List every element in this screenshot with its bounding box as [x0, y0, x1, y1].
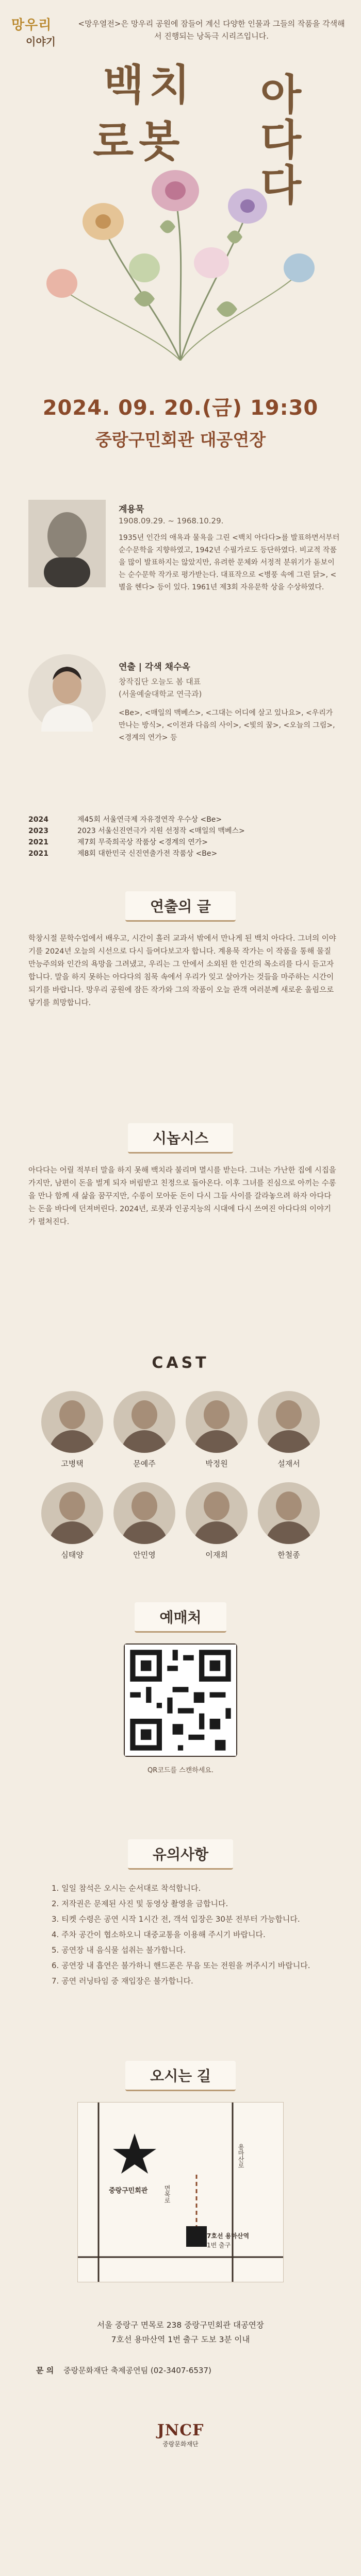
cast-grid: [41, 1391, 330, 1560]
footer-logo: [152, 2421, 209, 2448]
intro-text: <망우열전>은 망우리 공원에 잠들어 계신 다양한 인물과 그들의 작품을 각색해서 진행되는 낭독극 시리즈입니다.: [78, 19, 345, 41]
history-year: 2023: [28, 827, 48, 835]
director-block: [28, 654, 338, 799]
map-label-station: 7호선 용마산역: [207, 2232, 250, 2240]
synopsis-heading-wrap: [0, 1123, 361, 1154]
director-role: 창작집단 오늘도 봄 대표: [119, 677, 201, 686]
cast-name: 설재서: [277, 1459, 300, 1468]
cast-photo: [41, 1391, 103, 1453]
title-baekchi: 백치: [103, 60, 195, 110]
cast-heading: CAST: [152, 1354, 209, 1372]
cast-photo: [41, 1482, 103, 1544]
notice-item: 7. 공연 러닝타임 중 재입장은 불가합니다.: [52, 1976, 193, 1986]
cast-photo: [186, 1391, 248, 1453]
qr-code-icon: [125, 1645, 236, 1756]
performance-date: 2024. 09. 20.(금) 19:30: [42, 396, 319, 420]
cast-card: [113, 1482, 175, 1560]
cast-card: [113, 1391, 175, 1469]
inquiry-line: [36, 2365, 325, 2376]
footer-org: 중랑문화재단: [162, 2441, 199, 2448]
inquiry-label: 문 의: [36, 2366, 54, 2375]
notice-item: 1. 일일 참석은 오시는 순서대로 착석합니다.: [52, 1884, 201, 1893]
address-text: 서울 중랑구 면목로 238 중랑구민회관 대공연장: [97, 2320, 264, 2330]
author-name: 계용묵: [119, 504, 144, 515]
title-robot: 로봇: [93, 117, 185, 166]
people-section: [0, 484, 361, 876]
about-text: 학창시절 문학수업에서 배우고, 시간이 흘러 교과서 밖에서 만나게 된 백치 아다다. 그녀의 이야기를 2024년 오늘의 시선으로 다시 들여다보고자 합니다. 계용묵 작가는 이 작품을 통해 물질만능주의와 인간의 욕망을 그려냈고, 우리는 그 안에서 소외된 한 인간의 목소리를 다시 듣고자 합니다. 말을 하지 못하는 아다다의 침묵 속에서 우리가 잊고 살아가는 것들을 마주하는 시간이 되기를 바랍니다. 망우리 공원에 잠든 작가와 그의 작품이 오늘 관객 여러분께 새로운 울림으로 닿기를 희망합니다.: [28, 935, 336, 1007]
history-row: [28, 837, 338, 848]
history-row: [28, 848, 338, 859]
qr-code[interactable]: [124, 1643, 237, 1757]
footer-mark: JNCF: [157, 2421, 204, 2439]
cast-card: [41, 1391, 103, 1469]
title-adada: 아다다: [253, 72, 302, 208]
notice-item: 5. 공연장 내 음식물 섭취는 불가합니다.: [52, 1945, 186, 1955]
notice-item: 3. 티켓 수령은 공연 시작 1시간 전, 객석 입장은 30분 전부터 가능합니다.: [52, 1914, 300, 1924]
cast-heading-wrap: [0, 1350, 361, 1376]
history-year: 2021: [28, 850, 48, 858]
cast-name: 고병택: [61, 1459, 84, 1468]
synopsis-text: 아다다는 어릴 적부터 말을 하지 못해 백치라 불리며 멸시를 받는다. 그녀는 가난한 집에 시집을 가지만, 남편이 돈을 벌게 되자 버림받고 친정으로 돌아온다. 이후 그녀를 진심으로 아끼는 수롱을 만나 함께 새 삶을 꿈꾸지만, 수롱이 모아둔 돈이 다시 그들 사이를 갈라놓으려 하자 아다다는 돈을 바다에 던져버린다. 2024년, 로봇과 인공지능의 시대에 다시 쓰여진 아다다의 이야기가 펼쳐진다.: [28, 1166, 336, 1226]
author-portrait: [28, 500, 106, 587]
cast-card: [186, 1391, 248, 1469]
cast-card: [258, 1482, 320, 1560]
history-year: 2021: [28, 838, 48, 846]
cast-photo: [186, 1482, 248, 1544]
history-row: [28, 825, 338, 837]
cast-card: [41, 1482, 103, 1560]
hero-section: [0, 0, 361, 484]
cast-photo: [258, 1391, 320, 1453]
notice-item: 2. 저작권은 문제된 사진 및 동영상 촬영을 금합니다.: [52, 1899, 228, 1908]
history-year: 2024: [28, 816, 48, 824]
map-label-exit: 1번 출구: [207, 2242, 231, 2249]
brand-line2: 이야기: [26, 36, 56, 48]
director-name: 연출 | 각색 채수옥: [119, 662, 190, 672]
notice-item: 4. 주차 공간이 협소하오니 대중교통을 이용해 주시기 바랍니다.: [52, 1930, 266, 1939]
cast-photo: [113, 1482, 175, 1544]
cast-name: 문예주: [133, 1459, 156, 1468]
cast-card: [186, 1482, 248, 1560]
reserve-heading: 예매처: [135, 1602, 226, 1633]
location-heading: 오시는 길: [125, 2061, 236, 2091]
inquiry-text: 중랑문화재단 축제공연팀 (02-3407-6537): [63, 2366, 211, 2375]
history-text: 제7회 무죽희곡상 작품상 <경계의 연가>: [77, 838, 208, 846]
author-dates: 1908.09.29. ~ 1968.10.29.: [119, 516, 224, 526]
brand-line1: 망우리: [11, 18, 52, 33]
performance-venue: 중랑구민회관 대공연장: [95, 430, 266, 450]
qr-caption: QR코드를 스캔하세요.: [147, 1767, 214, 1774]
notice-heading: 유의사항: [128, 1839, 233, 1870]
reserve-heading-wrap: [0, 1602, 361, 1633]
cast-name: 심태양: [61, 1550, 84, 1560]
director-education: (서울예술대학교 연극과): [119, 689, 202, 699]
location-map: [77, 2102, 284, 2282]
notice-heading-wrap: [0, 1839, 361, 1870]
history-row: [28, 814, 338, 825]
award-history: [28, 814, 338, 859]
map-label-road2: 용마산로: [237, 2144, 244, 2168]
director-portrait: [28, 654, 106, 732]
history-text: 제8회 대한민국 신진연출가전 작품상 <Be>: [77, 850, 218, 858]
cast-name: 박정원: [205, 1459, 228, 1468]
cast-card: [258, 1391, 320, 1469]
cast-name: 안민영: [133, 1550, 156, 1560]
director-works: <Be>, <매일의 맥베스>, <그대는 어디에 살고 있나요>, <우리가 만나는 방식>, <이전과 다음의 사이>, <빛의 꿈>, <오늘의 그림>, <경계의 연가> 등: [119, 709, 335, 742]
cast-name: 이재희: [205, 1550, 228, 1560]
author-block: [28, 500, 338, 634]
history-text: 2023 서울신진연극가 지원 선정작 <매일의 맥베스>: [77, 827, 245, 835]
synopsis-heading: 시놉시스: [128, 1123, 233, 1154]
cast-photo: [113, 1391, 175, 1453]
about-heading-wrap: [0, 891, 361, 922]
cast-photo: [258, 1482, 320, 1544]
map-label-hall: 중랑구민회관: [109, 2187, 148, 2195]
history-text: 제45회 서울연극제 자유경연작 우수상 <Be>: [77, 816, 222, 824]
cast-name: 한철종: [277, 1550, 300, 1560]
location-heading-wrap: [0, 2061, 361, 2091]
notice-item: 6. 공연장 내 흡연은 불가하니 핸드폰은 무음 또는 전원을 꺼주시기 바랍니다.: [52, 1961, 310, 1970]
brand-logo: [11, 14, 68, 50]
about-heading: 연출의 글: [125, 891, 236, 922]
map-label-road1: 면목로: [163, 2185, 171, 2204]
transit-text: 7호선 용마산역 1번 출구 도보 3분 이내: [111, 2335, 250, 2344]
notice-list: [52, 1880, 320, 1989]
author-bio: 1935년 인간의 애욕과 물욕을 그린 <백치 아다다>를 발표하면서부터 순수문학을 지향하였고, 1942년 수필가로도 등단하였다. 비교적 작품을 많이 발표하지는 않았지만, 유려한 문체와 서정적 분위기가 돋보이는 순수문학 작가로 평가받는다. 대표작으로 <병풍 속에 그린 닭>, <별을 헨다> 등이 있다. 1961년 제3회 자유문학 상을 수상하였다.: [119, 534, 340, 591]
